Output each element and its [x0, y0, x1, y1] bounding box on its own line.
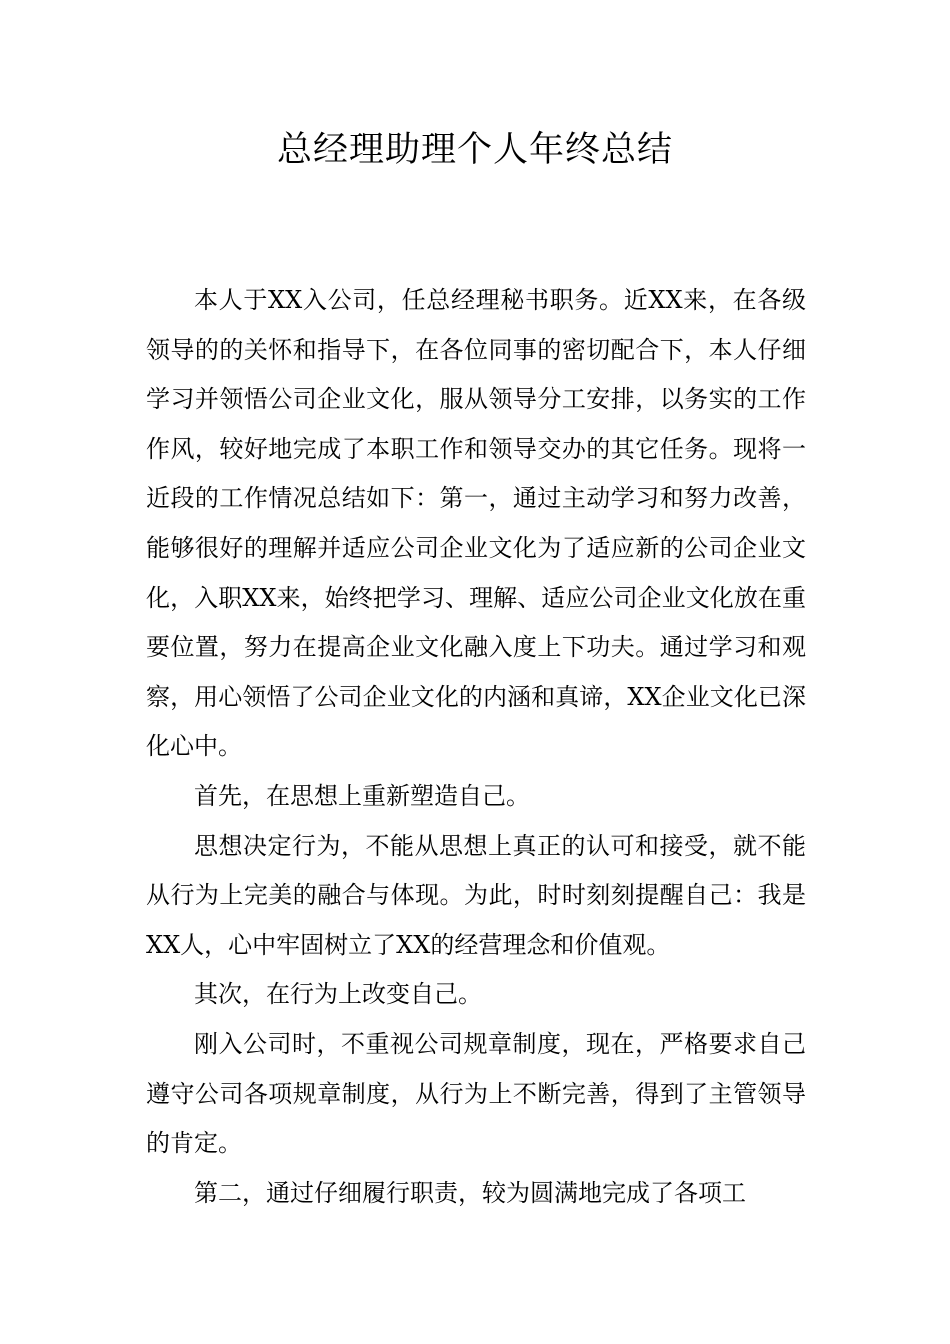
- paragraph-4: 其次，在行为上改变自己。: [194, 980, 482, 1009]
- paragraph-6: 第二，通过仔细履行职责，较为圆满地完成了各项工: [194, 1178, 746, 1207]
- document-title: 总经理助理个人年终总结: [276, 130, 673, 170]
- paragraph-1: 本人于XX入公司，任总经理秘书职务。近XX来，在各级领导的的关怀和指导下，在各位同事的密切配合下，本人仔细学习并领悟公司企业文化，服从领导分工安排，以务实的工作作风，较好地完成了本职工作和领导交办的其它任务。现将一近段的工作情况总结如下：第一，通过主动学习和努力改善，能够很好的理解并适应公司企业文化为了适应新的公司企业文化，入职XX来，始终把学习、理解、适应公司企业文化放在重要位置，努力在提高企业文化融入度上下功夫。通过学习和观察，用心领悟了公司企业文化的内涵和真谛，XX企业文化已深化心中。: [146, 286, 806, 761]
- paragraph-5: 刚入公司时，不重视公司规章制度，现在，严格要求自己遵守公司各项规章制度，从行为上不断完善，得到了主管领导的肯定。: [146, 1029, 806, 1158]
- document-body: [146, 276, 806, 1218]
- paragraph-2: 首先，在思想上重新塑造自己。: [194, 781, 530, 810]
- paragraph-3: 思想决定行为，不能从思想上真正的认可和接受，就不能从行为上完美的融合与体现。为此，时时刻刻提醒自己：我是XX人，心中牢固树立了XX的经营理念和价值观。: [146, 831, 806, 959]
